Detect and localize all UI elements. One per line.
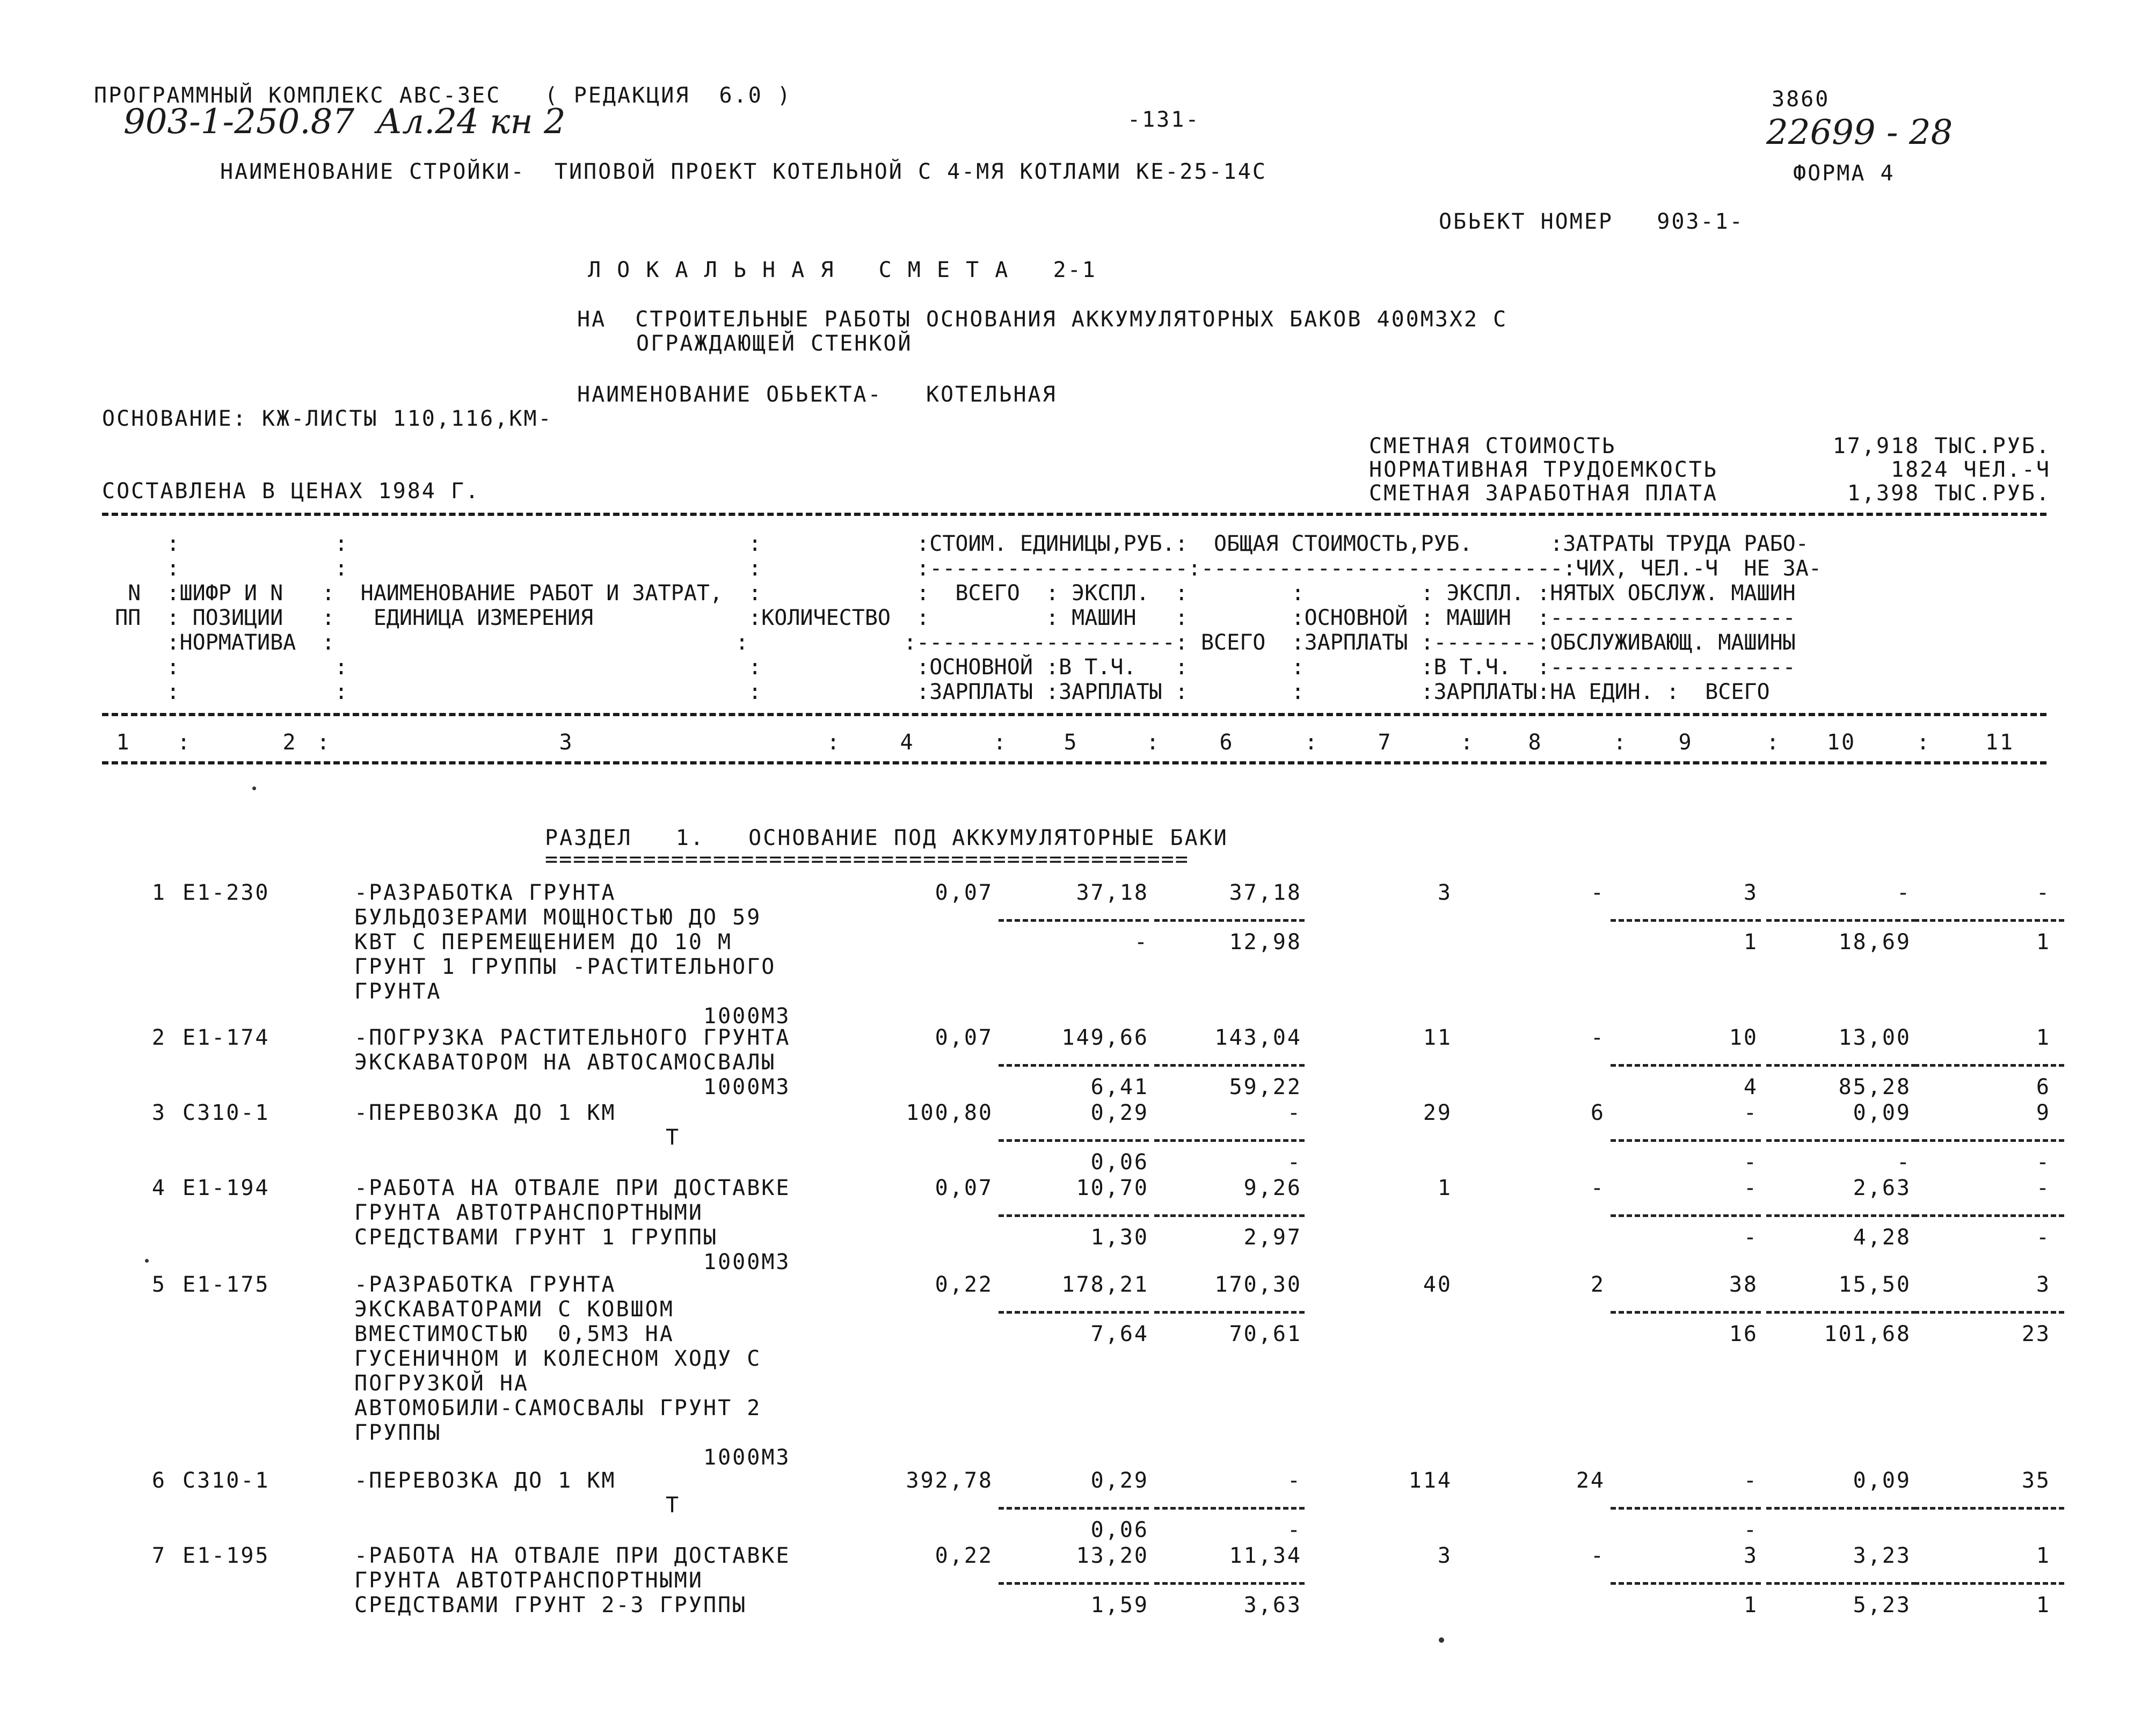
object-number: ОБЬЕКТ НОМЕР 903-1- — [1439, 209, 1744, 234]
sub-separator — [1154, 919, 1305, 922]
row-value: 13,00 — [1838, 1025, 1911, 1050]
row-code: Е1-230 — [183, 880, 270, 905]
row-description: СРЕДСТВАМИ ГРУНТ 1 ГРУППЫ — [354, 1225, 718, 1250]
column-number: 1 — [116, 730, 131, 755]
row-value: 10,70 — [1076, 1176, 1149, 1200]
row-description: -РАЗРАБОТКА ГРУНТА — [354, 880, 616, 905]
row-code: С310-1 — [183, 1468, 270, 1493]
page-number: -131- — [1127, 107, 1200, 132]
row-value: 3 — [2036, 1272, 2051, 1297]
sub-separator — [1914, 1507, 2064, 1510]
row-unit: 1000М3 — [703, 1250, 791, 1274]
row-value: 59,22 — [1229, 1075, 1302, 1099]
header-line: :НОРМАТИВА : : :--------------------: ВСЕГО :ЗАРПЛАТЫ :--------:ОБСЛУЖИВАЮЩ. МАШИНЫ — [102, 630, 1796, 655]
table-rule — [102, 761, 2046, 764]
header-line: ПП : ПОЗИЦИИ : ЕДИНИЦА ИЗМЕРЕНИЯ :КОЛИЧЕСТВО : : МАШИН : :ОСНОВНОЙ : МАШИН :------------------- — [102, 606, 1796, 630]
sub-separator — [999, 1064, 1149, 1067]
row-value: - — [1896, 1150, 1911, 1175]
row-value: 170,30 — [1214, 1272, 1302, 1297]
row-value: 37,18 — [1076, 880, 1149, 905]
row-unit: Т — [666, 1125, 681, 1150]
sub-separator — [1154, 1139, 1305, 1142]
row-code: Е1-194 — [183, 1176, 270, 1200]
row-value: 0,29 — [1090, 1101, 1149, 1125]
column-separator: : — [1460, 730, 1475, 755]
sub-separator — [1766, 919, 1917, 922]
row-description: -ПОГРУЗКА РАСТИТЕЛЬНОГО ГРУНТА — [354, 1025, 791, 1050]
column-separator: : — [177, 730, 192, 755]
row-value: 12,98 — [1229, 930, 1302, 955]
row-unit: 1000М3 — [703, 1445, 791, 1470]
column-separator: : — [993, 730, 1008, 755]
row-quantity: 0,07 — [935, 1025, 993, 1050]
row-value: - — [1743, 1176, 1758, 1200]
row-value: - — [2036, 1176, 2051, 1200]
summary-value: 1,398 ТЫС.РУБ. — [1847, 481, 2051, 506]
program-line: ПРОГРАММНЫЙ КОМПЛЕКС АВС-ЗЕС ( РЕДАКЦИЯ 6.0 ) — [94, 83, 792, 108]
row-value: 4,28 — [1853, 1225, 1911, 1250]
row-description: -РАБОТА НА ОТВАЛЕ ПРИ ДОСТАВКЕ — [354, 1543, 791, 1568]
code-number: 3860 — [1772, 87, 1830, 112]
row-quantity: 100,80 — [906, 1101, 993, 1125]
row-value: 6,41 — [1090, 1075, 1149, 1099]
row-value: 6 — [1590, 1101, 1605, 1125]
row-quantity: 0,22 — [935, 1272, 993, 1297]
row-number: 3 — [151, 1101, 166, 1125]
column-separator: : — [317, 730, 332, 755]
sub-separator — [999, 1507, 1149, 1510]
row-value: 5,23 — [1853, 1593, 1911, 1618]
header-line: : : : :ЗАРПЛАТЫ :ЗАРПЛАТЫ : : :ЗАРПЛАТЫ:НА ЕДИН. : ВСЕГО — [102, 680, 1770, 704]
row-value: 1 — [2036, 1593, 2051, 1618]
row-value: 37,18 — [1229, 880, 1302, 905]
sub-separator — [1154, 1582, 1305, 1585]
column-number: 6 — [1219, 730, 1234, 755]
column-number: 2 — [282, 730, 297, 755]
sub-separator — [1766, 1507, 1917, 1510]
summary-label: СМЕТНАЯ ЗАРАБОТНАЯ ПЛАТА — [1369, 481, 1718, 506]
row-value: 101,68 — [1824, 1322, 1911, 1346]
row-description: -РАЗРАБОТКА ГРУНТА — [354, 1272, 616, 1297]
sub-separator — [1914, 919, 2064, 922]
speck — [252, 786, 256, 790]
handwritten-reference: 903-1-250.87 Ал.24 кн 2 — [123, 102, 566, 142]
document-title: Л О К А Л Ь Н А Я С М Е Т А 2-1 — [588, 258, 1097, 282]
speck — [1439, 1637, 1444, 1643]
row-value: 2 — [1590, 1272, 1605, 1297]
sub-separator — [1914, 1214, 2064, 1217]
header-line: : : : :ОСНОВНОЙ :В Т.Ч. : : :В Т.Ч. :------------------- — [102, 655, 1796, 680]
row-value: 6 — [2036, 1075, 2051, 1099]
sub-separator — [1611, 1139, 1761, 1142]
basis-line: ОСНОВАНИЕ: КЖ-ЛИСТЫ 110,116,КМ- — [102, 406, 553, 431]
row-description: ЭКСКАВАТОРОМ НА АВТОСАМОСВАЛЫ — [354, 1050, 776, 1075]
sub-separator — [1154, 1214, 1305, 1217]
sub-separator — [1914, 1139, 2064, 1142]
row-value: - — [2036, 880, 2051, 905]
row-value: 0,09 — [1853, 1101, 1911, 1125]
row-value: 35 — [2021, 1468, 2051, 1493]
row-description: ГУСЕНИЧНОМ И КОЛЕСНОМ ХОДУ С — [354, 1346, 762, 1371]
sub-separator — [999, 919, 1149, 922]
header-line: N :ШИФР И N : НАИМЕНОВАНИЕ РАБОТ И ЗАТРАТ, : : ВСЕГО : ЭКСПЛ. : : : ЭКСПЛ. :НЯТЫХ ОБСЛУЖ. МАШИН — [102, 581, 1796, 606]
row-value: - — [2036, 1225, 2051, 1250]
row-value: - — [1590, 880, 1605, 905]
subject-line-2: ОГРАЖДАЮЩЕЙ СТЕНКОЙ — [636, 331, 913, 356]
row-value: 9,26 — [1243, 1176, 1302, 1200]
row-value: 11,34 — [1229, 1543, 1302, 1568]
row-value: 29 — [1423, 1101, 1452, 1125]
row-value: - — [1590, 1025, 1605, 1050]
row-value: 9 — [2036, 1101, 2051, 1125]
row-value: 2,97 — [1243, 1225, 1302, 1250]
row-description: АВТОМОБИЛИ-САМОСВАЛЫ ГРУНТ 2 — [354, 1396, 762, 1420]
row-value: - — [1743, 1468, 1758, 1493]
sub-separator — [1766, 1582, 1917, 1585]
sub-separator — [999, 1214, 1149, 1217]
sub-separator — [1914, 1582, 2064, 1585]
row-value: 1 — [1437, 1176, 1452, 1200]
table-rule — [102, 713, 2046, 716]
row-value: 1 — [2036, 930, 2051, 955]
row-value: - — [1743, 1225, 1758, 1250]
row-value: 15,50 — [1838, 1272, 1911, 1297]
section-title: РАЗДЕЛ 1. ОСНОВАНИЕ ПОД АККУМУЛЯТОРНЫЕ БАКИ — [545, 826, 1228, 850]
row-value: 2,63 — [1853, 1176, 1911, 1200]
row-value: 23 — [2021, 1322, 2051, 1346]
row-code: Е1-175 — [183, 1272, 270, 1297]
row-value: - — [1287, 1518, 1302, 1542]
row-value: - — [1743, 1150, 1758, 1175]
column-number: 10 — [1826, 730, 1856, 755]
row-value: 40 — [1423, 1272, 1452, 1297]
row-value: 1 — [1743, 1593, 1758, 1618]
column-number: 11 — [1985, 730, 2015, 755]
row-value: - — [1287, 1101, 1302, 1125]
row-description: ГРУНТ 1 ГРУППЫ -РАСТИТЕЛЬНОГО — [354, 955, 776, 979]
row-number: 7 — [151, 1543, 166, 1568]
row-value: 143,04 — [1214, 1025, 1302, 1050]
row-value: 114 — [1408, 1468, 1452, 1493]
subject-line-1: НА СТРОИТЕЛЬНЫЕ РАБОТЫ ОСНОВАНИЯ АККУМУЛЯТОРНЫХ БАКОВ 400М3Х2 С — [577, 307, 1508, 332]
column-separator: : — [1766, 730, 1781, 755]
price-level: СОСТАВЛЕНА В ЦЕНАХ 1984 Г. — [102, 479, 480, 504]
sub-separator — [1611, 1064, 1761, 1067]
row-value: - — [1590, 1543, 1605, 1568]
row-value: 3,23 — [1853, 1543, 1911, 1568]
row-value: - — [1287, 1468, 1302, 1493]
sub-separator — [1766, 1139, 1917, 1142]
column-separator: : — [1613, 730, 1628, 755]
row-value: 1,30 — [1090, 1225, 1149, 1250]
row-value: 16 — [1729, 1322, 1758, 1346]
row-value: 3 — [1743, 1543, 1758, 1568]
row-value: 85,28 — [1838, 1075, 1911, 1099]
row-value: 11 — [1423, 1025, 1452, 1050]
row-quantity: 392,78 — [906, 1468, 993, 1493]
table-rule — [102, 513, 2046, 516]
row-value: 7,64 — [1090, 1322, 1149, 1346]
sub-separator — [1611, 1214, 1761, 1217]
row-value: 149,66 — [1061, 1025, 1149, 1050]
header-line: : : : :СТОИМ. ЕДИНИЦЫ,РУБ.: ОБЩАЯ СТОИМОСТЬ,РУБ. :ЗАТРАТЫ ТРУДА РАБО- — [102, 531, 1809, 556]
row-value: 3 — [1437, 880, 1452, 905]
row-description: -ПЕРЕВОЗКА ДО 1 КМ — [354, 1468, 616, 1493]
row-code: Е1-195 — [183, 1543, 270, 1568]
row-value: 0,06 — [1090, 1150, 1149, 1175]
row-value: 178,21 — [1061, 1272, 1149, 1297]
row-value: 0,09 — [1853, 1468, 1911, 1493]
row-value: 38 — [1729, 1272, 1758, 1297]
summary-value: 17,918 ТЫС.РУБ. — [1832, 434, 2051, 458]
column-separator: : — [827, 730, 842, 755]
column-separator: : — [1917, 730, 1932, 755]
sub-separator — [1766, 1214, 1917, 1217]
row-number: 4 — [151, 1176, 166, 1200]
row-value: - — [1743, 1518, 1758, 1542]
row-value: 3 — [1743, 880, 1758, 905]
row-value: 1,59 — [1090, 1593, 1149, 1618]
sub-separator — [999, 1582, 1149, 1585]
header-line: : : : :--------------------:----------------------------:ЧИХ, ЧЕЛ.-Ч НЕ ЗА- — [102, 556, 1822, 581]
row-description: ГРУНТА АВТОТРАНСПОРТНЫМИ — [354, 1200, 703, 1225]
row-number: 5 — [151, 1272, 166, 1297]
row-value: 0,06 — [1090, 1518, 1149, 1542]
row-description: -РАБОТА НА ОТВАЛЕ ПРИ ДОСТАВКЕ — [354, 1176, 791, 1200]
row-value: 0,29 — [1090, 1468, 1149, 1493]
sub-separator — [1914, 1311, 2064, 1314]
row-number: 1 — [151, 880, 166, 905]
column-number: 5 — [1064, 730, 1079, 755]
section-underline: ============================================== — [545, 847, 1189, 872]
row-value: 1 — [2036, 1025, 2051, 1050]
row-value: 13,20 — [1076, 1543, 1149, 1568]
row-value: 70,61 — [1229, 1322, 1302, 1346]
handwritten-number: 22699 - 28 — [1766, 113, 1953, 152]
sub-separator — [1766, 1064, 1917, 1067]
row-value: - — [1590, 1176, 1605, 1200]
form-label: ФОРМА 4 — [1793, 161, 1895, 186]
row-description: СРЕДСТВАМИ ГРУНТ 2-3 ГРУППЫ — [354, 1593, 747, 1618]
row-description: ВМЕСТИМОСТЬЮ 0,5М3 НА — [354, 1322, 674, 1346]
construction-name: НАИМЕНОВАНИЕ СТРОЙКИ- ТИПОВОЙ ПРОЕКТ КОТЕЛЬНОЙ С 4-МЯ КОТЛАМИ КЕ-25-14С — [220, 159, 1267, 184]
row-unit: 1000М3 — [703, 1075, 791, 1099]
row-number: 6 — [151, 1468, 166, 1493]
column-separator: : — [1305, 730, 1320, 755]
row-value: 10 — [1729, 1025, 1758, 1050]
row-description: КВТ С ПЕРЕМЕЩЕНИЕМ ДО 10 М — [354, 930, 733, 955]
sub-separator — [1154, 1064, 1305, 1067]
column-separator: : — [1146, 730, 1161, 755]
sub-separator — [999, 1311, 1149, 1314]
sub-separator — [1611, 1507, 1761, 1510]
row-description: ЭКСКАВАТОРАМИ С КОВШОМ — [354, 1297, 674, 1322]
object-name: НАИМЕНОВАНИЕ ОБЬЕКТА- КОТЕЛЬНАЯ — [577, 382, 1057, 407]
row-code: С310-1 — [183, 1101, 270, 1125]
sub-separator — [1611, 1582, 1761, 1585]
row-value: - — [1287, 1150, 1302, 1175]
column-number: 9 — [1678, 730, 1693, 755]
row-description: -ПЕРЕВОЗКА ДО 1 КМ — [354, 1101, 616, 1125]
summary-label: НОРМАТИВНАЯ ТРУДОЕМКОСТЬ — [1369, 457, 1718, 482]
row-value: - — [1896, 880, 1911, 905]
row-quantity: 0,07 — [935, 1176, 993, 1200]
row-description: БУЛЬДОЗЕРАМИ МОЩНОСТЬЮ ДО 59 — [354, 905, 762, 930]
row-description: ГРУППЫ — [354, 1420, 442, 1445]
sub-separator — [999, 1139, 1149, 1142]
sub-separator — [1766, 1311, 1917, 1314]
column-number: 3 — [559, 730, 574, 755]
row-value: - — [2036, 1150, 2051, 1175]
summary-label: СМЕТНАЯ СТОИМОСТЬ — [1369, 434, 1616, 458]
row-value: 3 — [1437, 1543, 1452, 1568]
row-unit: Т — [666, 1493, 681, 1518]
row-value: 24 — [1576, 1468, 1605, 1493]
row-number: 2 — [151, 1025, 166, 1050]
column-number: 7 — [1378, 730, 1393, 755]
row-description: ПОГРУЗКОЙ НА — [354, 1371, 529, 1396]
row-value: 4 — [1743, 1075, 1758, 1099]
column-number: 8 — [1528, 730, 1543, 755]
speck — [145, 1259, 149, 1263]
row-unit: 1000М3 — [703, 1004, 791, 1029]
sub-separator — [1914, 1064, 2064, 1067]
sub-separator — [1154, 1311, 1305, 1314]
row-value: - — [1134, 930, 1149, 955]
row-value: 18,69 — [1838, 930, 1911, 955]
row-description: ГРУНТА — [354, 979, 442, 1004]
row-quantity: 0,07 — [935, 880, 993, 905]
column-number: 4 — [900, 730, 915, 755]
row-value: 1 — [1743, 930, 1758, 955]
row-value: - — [1743, 1101, 1758, 1125]
summary-value: 1824 ЧЕЛ.-Ч — [1891, 457, 2051, 482]
row-quantity: 0,22 — [935, 1543, 993, 1568]
sub-separator — [1154, 1507, 1305, 1510]
row-value: 1 — [2036, 1543, 2051, 1568]
row-description: ГРУНТА АВТОТРАНСПОРТНЫМИ — [354, 1568, 703, 1593]
row-code: Е1-174 — [183, 1025, 270, 1050]
row-value: 3,63 — [1243, 1593, 1302, 1618]
sub-separator — [1611, 919, 1761, 922]
sub-separator — [1611, 1311, 1761, 1314]
